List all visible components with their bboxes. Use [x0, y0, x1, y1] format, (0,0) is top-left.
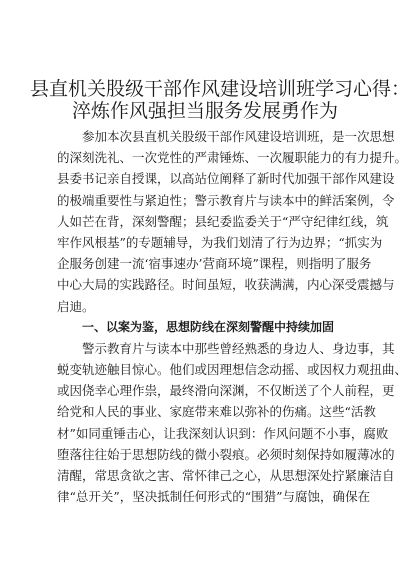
paragraph-line: 县委书记亲自授课，以高站位阐释了新时代加强干部作风建设	[57, 171, 395, 187]
document-title-line-2: 淬炼作风强担当服务发展勇作为	[71, 100, 338, 122]
intro-paragraph	[57, 126, 408, 317]
paragraph-line: 人如芒在背，深刻警醒；县纪委监委关于“严守纪律红线，筑	[57, 213, 389, 229]
document-title-line-1: 县直机关股级干部作风建设培训班学习心得：	[30, 78, 410, 100]
paragraph-line: 警示教育片与读本中那些曾经熟悉的身边人、身边事，其	[82, 340, 395, 356]
paragraph-line: 的深刻洗礼、一次党性的严肃锤炼、一次履职能力的有力提升。	[57, 150, 408, 166]
paragraph-line: 牢作风根基”的专题辅导，为我们划清了行为边界；“抓实为	[57, 234, 383, 250]
paragraph-line: 材”如同重锤击心，让我深刻认识到：作风问题不小事，腐败	[57, 425, 389, 441]
paragraph-line: 清醒，常思贪欲之害、常怀律己之心，从思想深处拧紧廉洁自	[57, 468, 395, 483]
paragraph-line: 或因侥幸心理作祟，最终滑向深渊，不仅断送了个人前程，更	[57, 383, 395, 399]
paragraph-line: 企服务创建一流‘宿事速办’营商环境”课程，则指明了服务	[57, 256, 372, 272]
paragraph-line: 律“总开关”，坚决抵制任何形式的“围猎”与腐蚀，确保在	[57, 489, 371, 505]
paragraph-line: 给党和人民的事业、家庭带来难以弥补的伤痛。这些“活教	[57, 404, 376, 420]
paragraph-line: 的极端重要性与紧迫性；警示教育片与读本中的鲜活案例，令	[57, 192, 395, 208]
section-1-paragraph	[57, 338, 408, 508]
paragraph-line: 中心大局的实践路径。时间虽短，收获满满，内心深受震撼与	[57, 277, 395, 293]
paragraph-line: 蜕变轨迹触目惊心。他们或因理想信念动摇、或因权力观扭曲、	[57, 362, 408, 378]
section-heading: 一、以案为鉴，思想防线在深刻警醒中持续加固	[82, 319, 335, 334]
paragraph-line: 堕落往往始于思想防线的微小裂痕。必须时刻保持如履薄冰的	[57, 446, 395, 462]
document-body	[57, 126, 408, 507]
paragraph-line: 启迪。	[57, 298, 95, 314]
paragraph-line: 参加本次县直机关股级干部作风建设培训班，是一次思想	[82, 129, 395, 144]
